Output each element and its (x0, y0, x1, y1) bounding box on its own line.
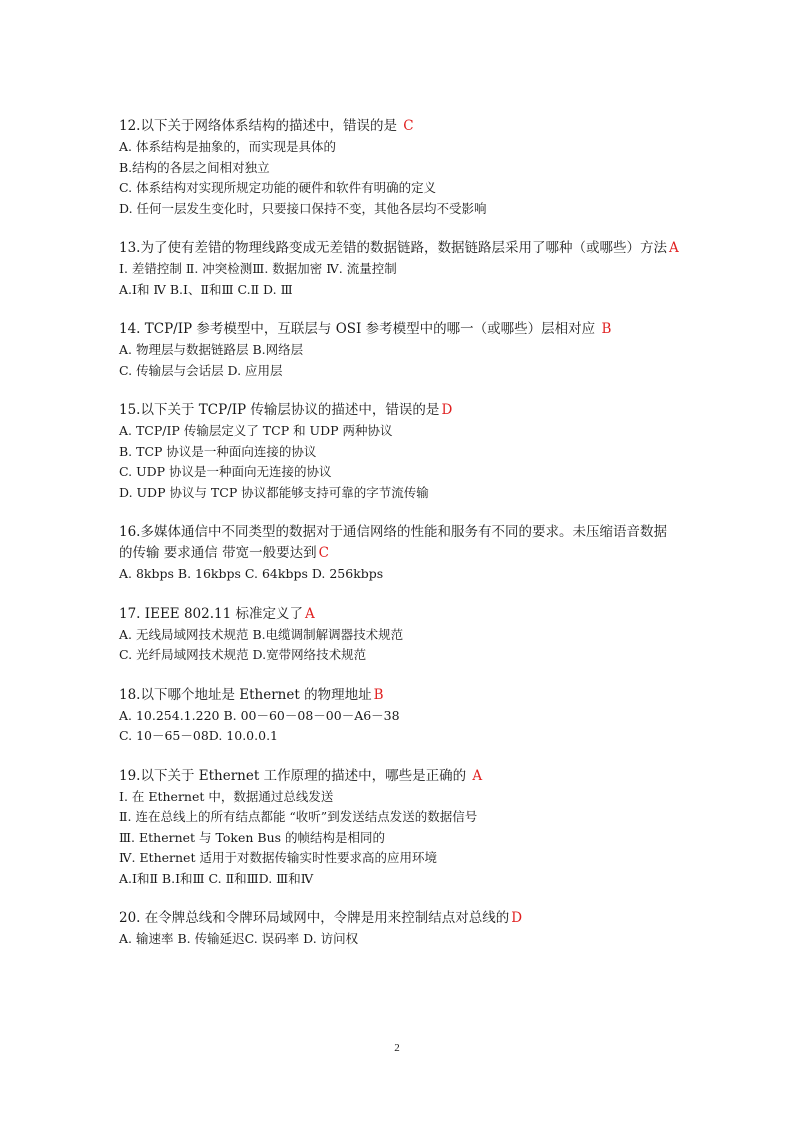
question-stem (119, 685, 679, 706)
option-line: C. UDP 协议是一种面向无连接的协议 (119, 464, 332, 479)
answer-key: C (403, 118, 414, 134)
question-block (119, 400, 679, 503)
question-text: 16.多媒体通信中不同类型的数据对于通信网络的性能和服务有不同的要求。未压缩语音数据的传输 要求通信 带宽一般要达到 (119, 524, 667, 561)
question-block (119, 238, 679, 300)
question-stem (119, 238, 679, 259)
option-line: Ⅲ. Ethernet 与 Token Bus 的帧结构是相同的 (119, 829, 386, 845)
answer-key: A (472, 767, 483, 784)
option-line: B. TCP 协议是一种面向连接的协议 (119, 443, 317, 459)
option-line: A. 物理层与数据链路层 B.网络层 (119, 342, 304, 357)
option-line: A.Ⅰ和Ⅱ B.Ⅰ和Ⅲ C. Ⅱ和ⅢD. Ⅲ和Ⅳ (119, 870, 314, 886)
question-stem (119, 319, 679, 340)
answer-key: A (668, 240, 679, 256)
option-line: D. 任何一层发生变化时，只要接口保持不变，其他各层均不受影响 (119, 200, 487, 216)
question-block (119, 908, 679, 950)
option-line: Ⅱ. 连在总线上的所有结点都能 “收听”到发送结点发送的数据信号 (119, 809, 478, 824)
question-block (119, 116, 679, 219)
option-line: Ⅰ. 在 Ethernet 中，数据通过总线发送 (119, 788, 334, 804)
question-block (119, 319, 679, 381)
option-line: A. 无线局域网技术规范 B.电缆调制解调器技术规范 (119, 626, 404, 642)
question-block (119, 685, 679, 747)
question-stem (119, 522, 679, 564)
question-stem (119, 116, 679, 137)
question-text: 18.以下哪个地址是 Ethernet 的物理地址 (119, 686, 372, 703)
question-block (119, 522, 679, 585)
question-block (119, 766, 679, 890)
question-text: 12.以下关于网络体系结构的描述中，错误的是 (119, 118, 402, 134)
option-line: A. 8kbps B. 16kbps C. 64kbps D. 256kbps (119, 566, 384, 581)
answer-key: D (511, 910, 523, 926)
option-line: A.Ⅰ和 Ⅳ B.Ⅰ、Ⅱ和Ⅲ C.Ⅱ D. Ⅲ (119, 281, 293, 297)
answer-key: B (601, 321, 612, 337)
question-text: 15.以下关于 TCP/IP 传输层协议的描述中，错误的是 (119, 402, 440, 418)
question-text: 14. TCP/IP 参考模型中，互联层与 OSI 参考模型中的哪一（或哪些）层相对应 (119, 321, 600, 337)
question-text: 20. 在令牌总线和令牌环局域网中，令牌是用来控制结点对总线的 (119, 910, 510, 926)
option-line: C. 体系结构对实现所规定功能的硬件和软件有明确的定义 (119, 180, 437, 195)
question-list (119, 116, 679, 969)
question-stem (119, 766, 679, 787)
option-line: A. 输速率 B. 传输延迟C. 误码率 D. 访问权 (119, 931, 359, 946)
option-line: B.结构的各层之间相对独立 (119, 159, 270, 175)
answer-key: C (318, 545, 329, 561)
answer-key: A (304, 605, 315, 622)
page-number: 2 (394, 1042, 400, 1054)
question-stem (119, 604, 679, 625)
option-line: C. 传输层与会话层 D. 应用层 (119, 362, 283, 378)
question-text: 19.以下关于 Ethernet 工作原理的描述中，哪些是正确的 (119, 767, 471, 784)
option-line: Ⅰ. 差错控制 Ⅱ. 冲突检测Ⅲ. 数据加密 Ⅳ. 流量控制 (119, 261, 397, 276)
option-line: Ⅳ. Ethernet 适用于对数据传输实时性要求高的应用环境 (119, 850, 437, 865)
question-stem (119, 908, 679, 929)
question-text: 17. IEEE 802.11 标准定义了 (119, 605, 303, 622)
answer-key: D (441, 402, 453, 418)
option-line: A. TCP/IP 传输层定义了 TCP 和 UDP 两种协议 (119, 423, 393, 438)
question-block (119, 604, 679, 666)
answer-key: B (373, 686, 384, 703)
option-line: C. 光纤局域网技术规范 D.宽带网络技术规范 (119, 647, 367, 662)
option-line: A. 10.254.1.220 B. 00－60－08－00－A6－38 (119, 707, 400, 723)
option-line: C. 10－65－08D. 10.0.0.1 (119, 728, 278, 743)
question-text: 13.为了使有差错的物理线路变成无差错的数据链路，数据链路层采用了哪种（或哪些）方法 (119, 240, 667, 256)
question-stem (119, 400, 679, 421)
option-line: D. UDP 协议与 TCP 协议都能够支持可靠的字节流传输 (119, 484, 429, 500)
option-line: A. 体系结构是抽象的，而实现是具体的 (119, 139, 336, 154)
